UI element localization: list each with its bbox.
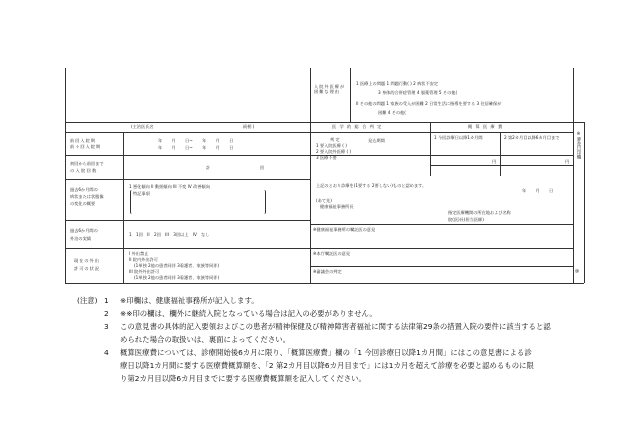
note-text: この意見書の具体的記入要領およびこの患者が精神保健及び精神障害者福祉に関する法律第29条の措置入院の要件に該当すると認 (120, 322, 551, 331)
permission-item-1: I 外出禁止 (129, 251, 149, 256)
cost-column-1: 1 今回診療日以降1カ月間 (434, 135, 483, 140)
doctor-name-label: (主治医氏名 (131, 124, 154, 129)
admissions-count-total: 計 (206, 165, 211, 170)
certification-date: 年 月 日 (522, 188, 554, 193)
relationship-label: 続柄 ) (243, 124, 255, 129)
admissions-count-unit: 回 (260, 165, 265, 170)
previous-previous-admission-label: 前々回入院期 (70, 144, 102, 149)
permission-item-2: II 院内外出許可 (129, 257, 158, 262)
cost-yen-2: 円 (565, 159, 570, 164)
note-text: 概算医療費については、診療開始後6カ月に限り、「概算医療費」欄の「1 今回診療日以降1カ月間」にはこの意見書による診 (120, 348, 532, 357)
special-notes-label: 特記事項 (133, 191, 150, 196)
review-date-stamp-label: ※審査日印欄 (576, 132, 581, 159)
previous-admission-dates: 年 月 日~ 年 月 日 (158, 138, 234, 143)
judgment-item-2: 2 要入院外医療 ( ) (316, 149, 352, 154)
admission-reason-label: 入院外医療が困難な理由 (314, 84, 346, 94)
side-mark: @ (575, 268, 580, 273)
certification-text: 上記のとおり診療を(1要する 2要しない)ものと認めます。 (316, 183, 427, 188)
reason-line-3: II その他の問題 1 家族の受入が困難 2 日常生活に指導を要する 3 住居確保が (356, 101, 502, 106)
cost-column-2: 2 第2カ月目以降6カ月目まで (504, 135, 560, 140)
previous-previous-admission-dates: 年 月 日~ 年 月 日 (158, 145, 234, 150)
permission-item-3: (1単独 2他の患者同伴 3看護者、家族等同伴) (134, 263, 220, 268)
addressee-label: (あて先) (316, 198, 332, 203)
permission-item-5: (1単独 2他の患者同伴 3看護者、家族等同伴) (134, 275, 220, 280)
judgment-outlook: 見込期間 (368, 138, 385, 143)
medical-judgment-header: 医 学 的 総 合 判 定 (332, 124, 383, 129)
permission-item-4: III 院外外出許可 (129, 269, 160, 274)
addressee-name: 健康福祉事務所長 (320, 204, 354, 209)
note-text: 療日以降1カ月間に要する医療費概算額を、「2 第2カ月目以降6カ月目まで」には1カ月を超えて診療を必要と認めるものに限 (120, 361, 534, 370)
note-text: められた場合の取扱いは、裏面によってください。 (120, 335, 290, 344)
welfare-office-opinion: ※健康福祉事務所の嘱託医の意見 (313, 227, 376, 232)
reason-line-1: 1 医療上の問題 1 問題行動( ) 2 病状不安定 (356, 81, 439, 86)
note-text: ※印欄は、健康福祉事務所が記入します。 (120, 296, 259, 305)
past-state-options: 1 悪化傾向 II 動揺傾向 III 不変 IV 改善傾向 (129, 184, 210, 189)
note-number: 1 (104, 296, 109, 305)
cost-header: 概 算 医 療 費 (468, 124, 504, 129)
review-council-opinion: ※審議会の判定 (313, 269, 342, 274)
past-six-months-label-1: 過去6か月間の (70, 187, 98, 192)
special-notes-bracket (130, 190, 266, 214)
designated-hospital-label: 指定医療機関の所在地および名称 (448, 210, 511, 215)
admissions-count-label-1: 初回から前回まで (70, 161, 104, 166)
notes-heading: (注意) (77, 296, 98, 305)
note-number: 3 (104, 322, 109, 331)
previous-admission-label: 前回入院期 (70, 138, 96, 143)
doctor-signature-label: 院(医)長(担当医師) (448, 217, 484, 222)
reason-line-4: 困難 4 その他( (378, 110, 406, 115)
outpatient-options: 1 1回 II 2回 III 3回以上 IV なし (129, 232, 210, 237)
judgment-item-1: 1 要入院医療 ( ) (316, 143, 347, 148)
permission-label-2: 許可の状況 (74, 266, 100, 271)
past-six-months-label-2: 病状または状態像 (70, 194, 104, 199)
outpatient-label-2: 外泊の実績 (70, 236, 91, 241)
note-text: り第2カ月目以降6カ月目までに要する医療費概算額を記入してください。 (120, 374, 366, 383)
note-text: ※※印の欄は、欄外に継続入院となっている場合は記入の必要がありません。 (120, 309, 377, 318)
note-number: 2 (104, 309, 109, 318)
judgment-label: 判 定 (330, 137, 340, 142)
cost-yen-1: 円 (492, 159, 497, 164)
city-doctor-opinion: ※本庁嘱託医の意見 (313, 251, 351, 256)
past-six-months-label-3: の変化の概要 (70, 201, 96, 206)
reason-line-2: 3 身体的合併症管理 4 服薬管理 5 その他( (378, 90, 458, 95)
judgment-item-3: 3 医療不要 (316, 155, 337, 160)
outpatient-label-1: 過去6か月間の (70, 228, 98, 233)
admissions-count-label-2: の 入 院 回 数 (70, 168, 97, 173)
permission-label-1: 現在の外出 (74, 258, 100, 263)
note-number: 4 (104, 348, 109, 357)
